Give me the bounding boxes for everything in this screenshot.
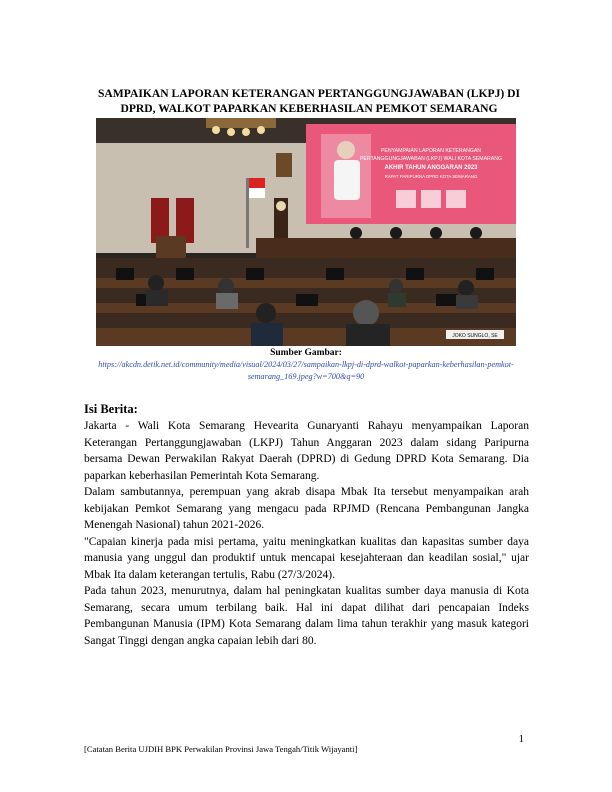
leadership-desk	[256, 238, 516, 260]
article-body	[84, 418, 529, 649]
paragraph: Dalam sambutannya, perempuan yang akrab disapa Mbak Ita tersebut menyampaikan arah kebijakan Pemkot Semarang yang mengacu pada RPJMD (Rencana Pembangunan Jangka Menengah Nasional) tahun 2021-2026.	[84, 486, 529, 531]
section-heading: Isi Berita:	[84, 402, 138, 416]
page-number: 1	[518, 733, 524, 745]
screen-title-line2: PERTANGGUNGJAWABAN (LKPJ) WALI KOTA SEMARANG	[359, 156, 503, 162]
image-source-link[interactable]: https://akcdn.detik.net.id/community/media/visual/2024/03/27/sampaikan-lkpj-di-dprd-walkot-paparkan-keberhasilan-pemkot-semarang_169.jpeg?w=700&q=90	[98, 360, 514, 381]
screen-title-line3: AKHIR TAHUN ANGGARAN 2023	[384, 165, 478, 171]
screen-subtitle: RAPAT PARIPURNA DPRD KOTA SEMARANG	[384, 174, 478, 179]
flag-white	[249, 188, 265, 198]
screen-title-line1: PENYAMPAIAN LAPORAN KETERANGAN	[380, 148, 482, 154]
news-photo	[96, 118, 516, 346]
article-title: SAMPAIKAN LAPORAN KETERANGAN PERTANGGUNGJAWABAN (LKPJ) DI DPRD, WALKOT PAPARKAN KEBERHASILAN PEMKOT SEMARANG	[97, 87, 521, 115]
image-source-label: Sumber Gambar:	[270, 348, 342, 358]
portrait-frame	[276, 153, 292, 177]
footer-note: [Catatan Berita UJDIH BPK Perwakilan Provinsi Jawa Tengah/Titik Wijayanti]	[84, 744, 358, 754]
paragraph: "Capaian kinerja pada misi pertama, yaitu meningkatkan kualitas dan kapasitas sumber daya manusia yang unggul dan produktif untuk mencapai kesejahteraan dan keadilan sosial," ujar Mbak Ita dalam keterangan tertulis, Rabu (27/3/2024).	[84, 535, 529, 581]
plenary-session-photo	[96, 118, 516, 346]
paragraph: Jakarta - Wali Kota Semarang Hevearita Gunaryanti Rahayu menyampaikan Laporan Keterangan Pertanggungjawaban (LKPJ) Tahun Anggaran 2023 dalam sidang Paripurna bersama Dewan Perwakilan Rakyat Daerah (DPRD) di Gedung DPRD Kota Semarang. Dia paparkan keberhasilan Pemerintah Kota Semarang.	[84, 420, 529, 482]
speaker-portrait	[337, 141, 355, 159]
nameplate-text: JOKO SUNGLO, SE	[452, 333, 498, 339]
paragraph: Pada tahun 2023, menurutnya, dalam hal peningkatan kualitas sumber daya manusia di Kota Semarang, secara umum terbilang baik. Hal ini dapat dilihat dari pencapaian Indeks Pembangunan Manusia (IPM) Kota Semarang dalam lima tahun terakhir yang masuk kategori Sangat Tinggi dengan angka capaian lebih dari 80.	[84, 585, 529, 647]
projection-screen	[306, 124, 516, 224]
flag-red	[249, 178, 265, 188]
